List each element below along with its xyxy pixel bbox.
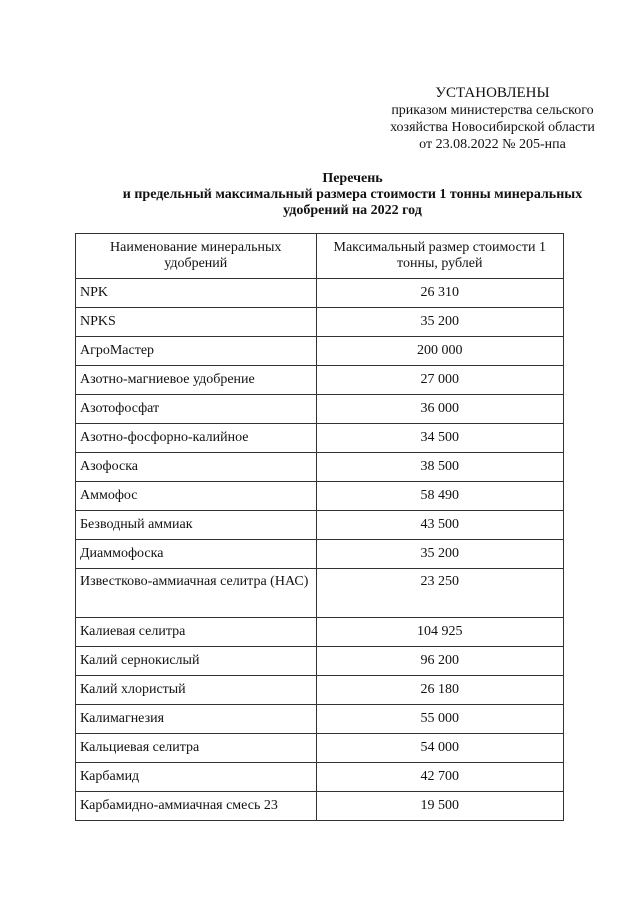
fertilizer-price: 54 000 <box>316 734 564 763</box>
fertilizer-price: 43 500 <box>316 511 564 540</box>
column-header-name: Наименование минеральных удобрений <box>76 234 317 279</box>
table-row <box>76 734 564 763</box>
table-row <box>76 792 564 821</box>
fertilizer-name: Диаммофоска <box>76 540 317 569</box>
approval-date-line: от 23.08.2022 № 205-нпа <box>419 137 566 152</box>
table-row <box>76 424 564 453</box>
title-line-3: удобрений на 2022 год <box>283 203 422 218</box>
fertilizer-price: 38 500 <box>316 453 564 482</box>
fertilizer-price: 35 200 <box>316 540 564 569</box>
table-row <box>76 763 564 792</box>
table-row <box>76 618 564 647</box>
column-header-price: Максимальный размер стоимости 1 тонны, рублей <box>316 234 564 279</box>
fertilizer-name: Калимагнезия <box>76 705 317 734</box>
approval-block <box>370 85 615 153</box>
fertilizer-price: 96 200 <box>316 647 564 676</box>
fertilizer-name: АгроМастер <box>76 337 317 366</box>
table-row <box>76 676 564 705</box>
table-row <box>76 647 564 676</box>
table-row <box>76 308 564 337</box>
table-row <box>76 511 564 540</box>
fertilizer-name: Калий сернокислый <box>76 647 317 676</box>
approval-heading: УСТАНОВЛЕНЫ <box>435 85 550 101</box>
title-line-2: и предельный максимальный размера стоимости 1 тонны минеральных <box>122 187 583 202</box>
table-row <box>76 453 564 482</box>
fertilizer-name: NPK <box>76 279 317 308</box>
table-row <box>76 482 564 511</box>
fertilizer-price-table <box>75 233 564 821</box>
approval-ministry-line: хозяйства Новосибирской области <box>390 120 595 135</box>
fertilizer-price: 104 925 <box>316 618 564 647</box>
fertilizer-name: Калиевая селитра <box>76 618 317 647</box>
fertilizer-name: Калий хлористый <box>76 676 317 705</box>
fertilizer-price: 55 000 <box>316 705 564 734</box>
fertilizer-name: Азотно-фосфорно-калийное <box>76 424 317 453</box>
fertilizer-name: Известково-аммиачная селитра (НАС) <box>76 569 317 618</box>
fertilizer-price: 34 500 <box>316 424 564 453</box>
fertilizer-name: Аммофос <box>76 482 317 511</box>
fertilizer-price: 19 500 <box>316 792 564 821</box>
document-title <box>90 171 615 219</box>
fertilizer-name: NPKS <box>76 308 317 337</box>
table-row <box>76 337 564 366</box>
table-row <box>76 705 564 734</box>
fertilizer-price: 26 180 <box>316 676 564 705</box>
table-header-row <box>76 234 564 279</box>
fertilizer-name: Кальциевая селитра <box>76 734 317 763</box>
table-row <box>76 395 564 424</box>
fertilizer-name: Карбамидно-аммиачная смесь 23 <box>76 792 317 821</box>
fertilizer-name: Азотно-магниевое удобрение <box>76 366 317 395</box>
fertilizer-price: 58 490 <box>316 482 564 511</box>
fertilizer-price: 36 000 <box>316 395 564 424</box>
table-row <box>76 279 564 308</box>
fertilizer-price: 42 700 <box>316 763 564 792</box>
fertilizer-price: 23 250 <box>316 569 564 618</box>
fertilizer-price: 26 310 <box>316 279 564 308</box>
fertilizer-price: 27 000 <box>316 366 564 395</box>
approval-order-line: приказом министерства сельского <box>391 103 594 118</box>
fertilizer-price: 35 200 <box>316 308 564 337</box>
table-row <box>76 540 564 569</box>
fertilizer-name: Безводный аммиак <box>76 511 317 540</box>
fertilizer-price: 200 000 <box>316 337 564 366</box>
table-row <box>76 569 564 618</box>
fertilizer-name: Азотофосфат <box>76 395 317 424</box>
table-row <box>76 366 564 395</box>
fertilizer-name: Карбамид <box>76 763 317 792</box>
title-line-1: Перечень <box>322 171 383 186</box>
fertilizer-name: Азофоска <box>76 453 317 482</box>
